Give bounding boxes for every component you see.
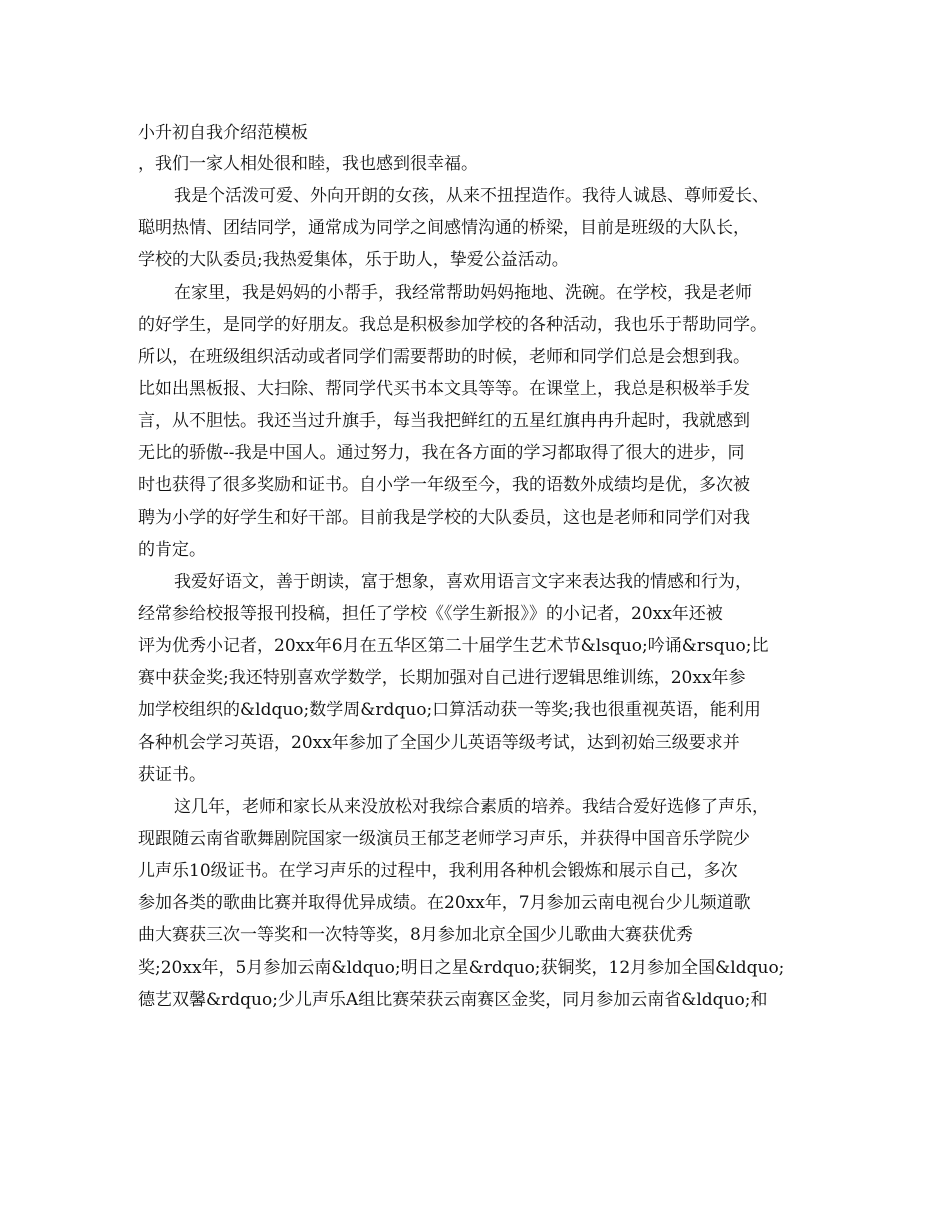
text-line: 学校的大队委员;我热爱集体，乐于助人，挚爱公益活动。	[138, 250, 569, 271]
text-line: 的好学生，是同学的好朋友。我总是积极参加学校的各种活动，我也乐于帮助同学。	[138, 314, 767, 335]
document-title: 小升初自我介绍范模板	[138, 123, 308, 143]
text-line: 我是个活泼可爱、外向开朗的女孩，从来不扭捏造作。我待人诚恳、尊师爱长、	[174, 186, 769, 207]
text-line: ，我们一家人相处很和睦，我也感到很幸福。	[138, 154, 478, 174]
text-line: 赛中获金奖;我还特别喜欢学数学，长期加强对自己进行逻辑思维训练，20xx年参	[138, 668, 746, 689]
text-line: 德艺双馨&rdquo;少儿声乐A组比赛荣获云南赛区金奖，同月参加云南省&ldquo;和	[138, 989, 768, 1010]
text-line: 言，从不胆怯。我还当过升旗手，每当我把鲜红的五星红旗冉冉升起时，我就感到	[138, 411, 750, 432]
text-line: 我爱好语文，善于朗读，富于想象，喜欢用语言文字来表达我的情感和行为，	[174, 571, 752, 592]
text-line: 时也获得了很多奖励和证书。自小学一年级至今，我的语数外成绩均是优，多次被	[138, 475, 750, 496]
text-line: 的肯定。	[138, 539, 206, 560]
text-line: 现跟随云南省歌舞剧院国家一级演员王郁芝老师学习声乐，并获得中国音乐学院少	[138, 828, 750, 849]
text-line: 评为优秀小记者，20xx年6月在五华区第二十届学生艺术节&lsquo;吟诵&rsquo;比	[138, 636, 769, 657]
text-line: 加学校组织的&ldquo;数学周&rdquo;口算活动获一等奖;我也很重视英语，能利用	[138, 700, 761, 721]
text-line: 奖;20xx年，5月参加云南&ldquo;明日之星&rdquo;获铜奖，12月参加全国&ldquo;	[138, 957, 785, 978]
text-line: 参加各类的歌曲比赛并取得优异成绩。在20xx年，7月参加云南电视台少儿频道歌	[138, 893, 751, 914]
text-line: 聘为小学的好学生和好干部。目前我是学校的大队委员，这也是老师和同学们对我	[138, 507, 750, 528]
text-line: 聪明热情、团结同学，通常成为同学之间感情沟通的桥梁，目前是班级的大队长，	[138, 218, 750, 239]
text-line: 在家里，我是妈妈的小帮手，我经常帮助妈妈拖地、洗碗。在学校，我是老师	[174, 282, 752, 303]
text-line: 比如出黑板报、大扫除、帮同学代买书本文具等等。在课堂上，我总是积极举手发	[138, 378, 750, 399]
text-line: 这几年，老师和家长从来没放松对我综合素质的培养。我结合爱好选修了声乐，	[174, 796, 769, 817]
document-body	[138, 148, 838, 1016]
text-line: 曲大赛获三次一等奖和一次特等奖，8月参加北京全国少儿歌曲大赛获优秀	[138, 925, 693, 946]
text-line: 无比的骄傲--我是中国人。通过努力，我在各方面的学习都取得了很大的进步，同	[138, 443, 745, 464]
text-line: 所以，在班级组织活动或者同学们需要帮助的时候，老师和同学们总是会想到我。	[138, 346, 750, 367]
text-line: 各种机会学习英语，20xx年参加了全国少儿英语等级考试，达到初始三级要求并	[138, 732, 740, 753]
text-line: 经常参给校报等报刊投稿，担任了学校《《学生新报》》的小记者，20xx年还被	[138, 603, 723, 624]
text-line: 获证书。	[138, 764, 206, 785]
text-line: 儿声乐10级证书。在学习声乐的过程中，我利用各种机会锻炼和展示自己，多次	[138, 861, 738, 882]
